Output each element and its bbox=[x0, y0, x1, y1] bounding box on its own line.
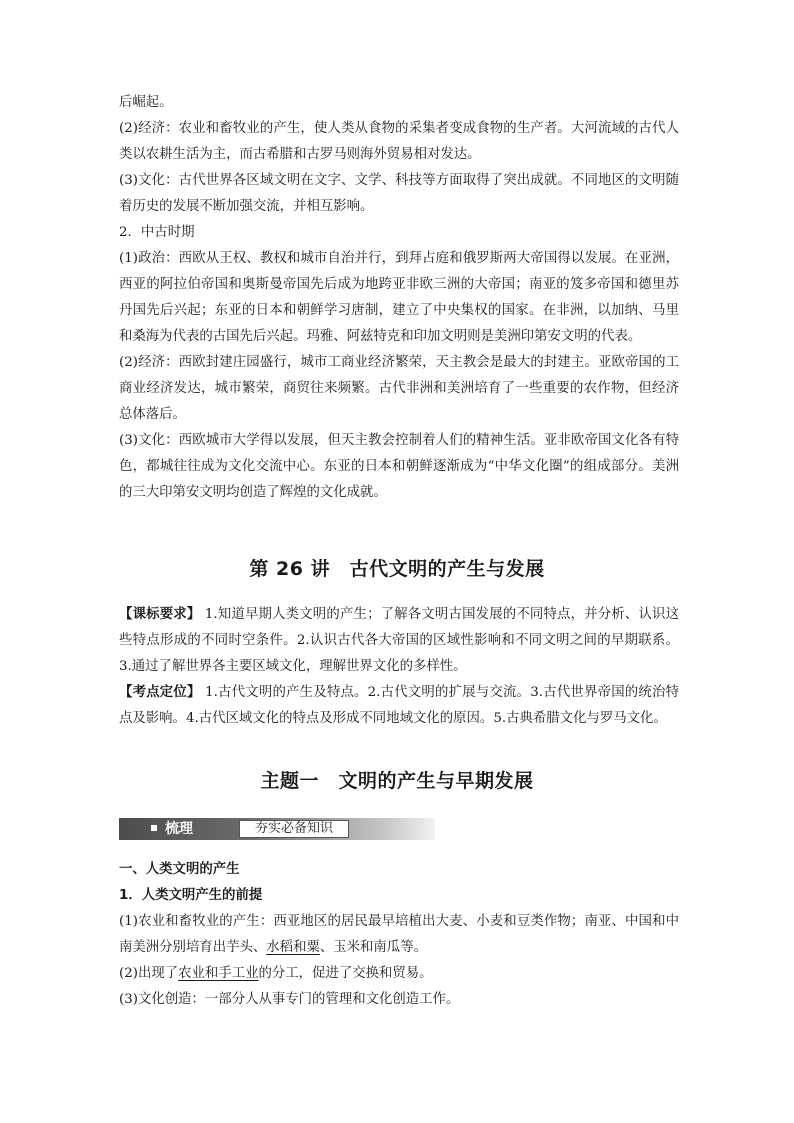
underlined-answer: 水稻和粟 bbox=[266, 940, 320, 955]
section-heading: 一、人类文明的产生 bbox=[119, 862, 240, 877]
paragraph-culture-medieval: (3)文化：西欧城市大学得以发展，但天主教会控制着人们的精神生活。亚非欧帝国文化各有特色，都城往往成为文化交流中心。东亚的日本和朝鲜逐渐成为“中华文化圈”的组成部分。美洲的三大印第安文明均创造了辉煌的文化成就。 bbox=[119, 433, 679, 500]
paragraph-economy-medieval: (2)经济：西欧封建庄园盛行，城市工商业经济繁荣，天主教会是最大的封建主。亚欧帝国的工商业经济发达，城市繁荣，商贸往来频繁。古代非洲和美洲培育了一些重要的农作物，但经济总体落后。 bbox=[119, 355, 679, 422]
subsection-heading: 1．人类文明产生的前提 bbox=[119, 888, 263, 903]
square-bullet-icon bbox=[151, 825, 157, 831]
key-points-paragraph bbox=[119, 680, 679, 732]
key-points-label: 【考点定位】 bbox=[119, 685, 201, 700]
section-banner bbox=[119, 818, 435, 840]
banner-right-label: 夯实必备知识 bbox=[239, 820, 349, 838]
top-section bbox=[119, 90, 679, 506]
requirements-section bbox=[119, 602, 679, 732]
topic-title: 主题一 文明的产生与早期发展 bbox=[260, 770, 534, 792]
banner-left-label: 梳理 bbox=[119, 818, 237, 840]
paragraph: 后崛起。 bbox=[119, 95, 173, 110]
requirements-label: 【课标要求】 bbox=[119, 607, 201, 622]
item-division-of-labor: (2)出现了农业和手工业的分工，促进了交换和贸易。 bbox=[119, 966, 433, 981]
section-one bbox=[119, 857, 679, 1013]
item-culture: (3)文化创造：一部分人从事专门的管理和文化创造工作。 bbox=[119, 992, 460, 1007]
requirements-paragraph bbox=[119, 602, 679, 680]
lecture-title: 第 26 讲 古代文明的产生与发展 bbox=[249, 558, 545, 580]
paragraph-economy-ancient: (2)经济：农业和畜牧业的产生，使人类从食物的采集者变成食物的生产者。大河流域的古代人类以农耕生活为主，而古希腊和古罗马则海外贸易相对发达。 bbox=[119, 121, 679, 162]
subheading-medieval: 2．中古时期 bbox=[119, 225, 195, 240]
requirements-text: 1.知道早期人类文明的产生；了解各文明古国发展的不同特点，并分析、认识这些特点形成的不同时空条件。2.认识古代各大帝国的区域性影响和不同文明之间的早期联系。3.通过了解世界各主要区域文化，理解世界文化的多样性。 bbox=[119, 607, 680, 674]
underlined-answer: 农业和手工业 bbox=[178, 966, 259, 981]
item-agriculture: (1)农业和畜牧业的产生：西亚地区的居民最早培植出大麦、小麦和豆类作物；南亚、中国和中南美洲分别培育出芋头、水稻和粟、玉米和南瓜等。 bbox=[119, 914, 679, 955]
paragraph-politics-medieval: (1)政治：西欧从王权、教权和城市自治并行，到拜占庭和俄罗斯两大帝国得以发展。在亚洲，西亚的阿拉伯帝国和奥斯曼帝国先后成为地跨亚非欧三洲的大帝国；南亚的笈多帝国和德里苏丹国先后兴起；东亚的日本和朝鲜学习唐制，建立了中央集权的国家。在非洲，以加纳、马里和桑海为代表的古国先后兴起。玛雅、阿兹特克和印加文明则是美洲印第安文明的代表。 bbox=[119, 251, 679, 344]
paragraph-culture-ancient: (3)文化：古代世界各区域文明在文字、文学、科技等方面取得了突出成就。不同地区的文明随着历史的发展不断加强交流，并相互影响。 bbox=[119, 173, 679, 214]
key-points-text: 1.古代文明的产生及特点。2.古代文明的扩展与交流。3.古代世界帝国的统治特点及影响。4.古代区域文化的特点及形成不同地域文化的原因。5.古典希腊文化与罗马文化。 bbox=[119, 685, 680, 726]
